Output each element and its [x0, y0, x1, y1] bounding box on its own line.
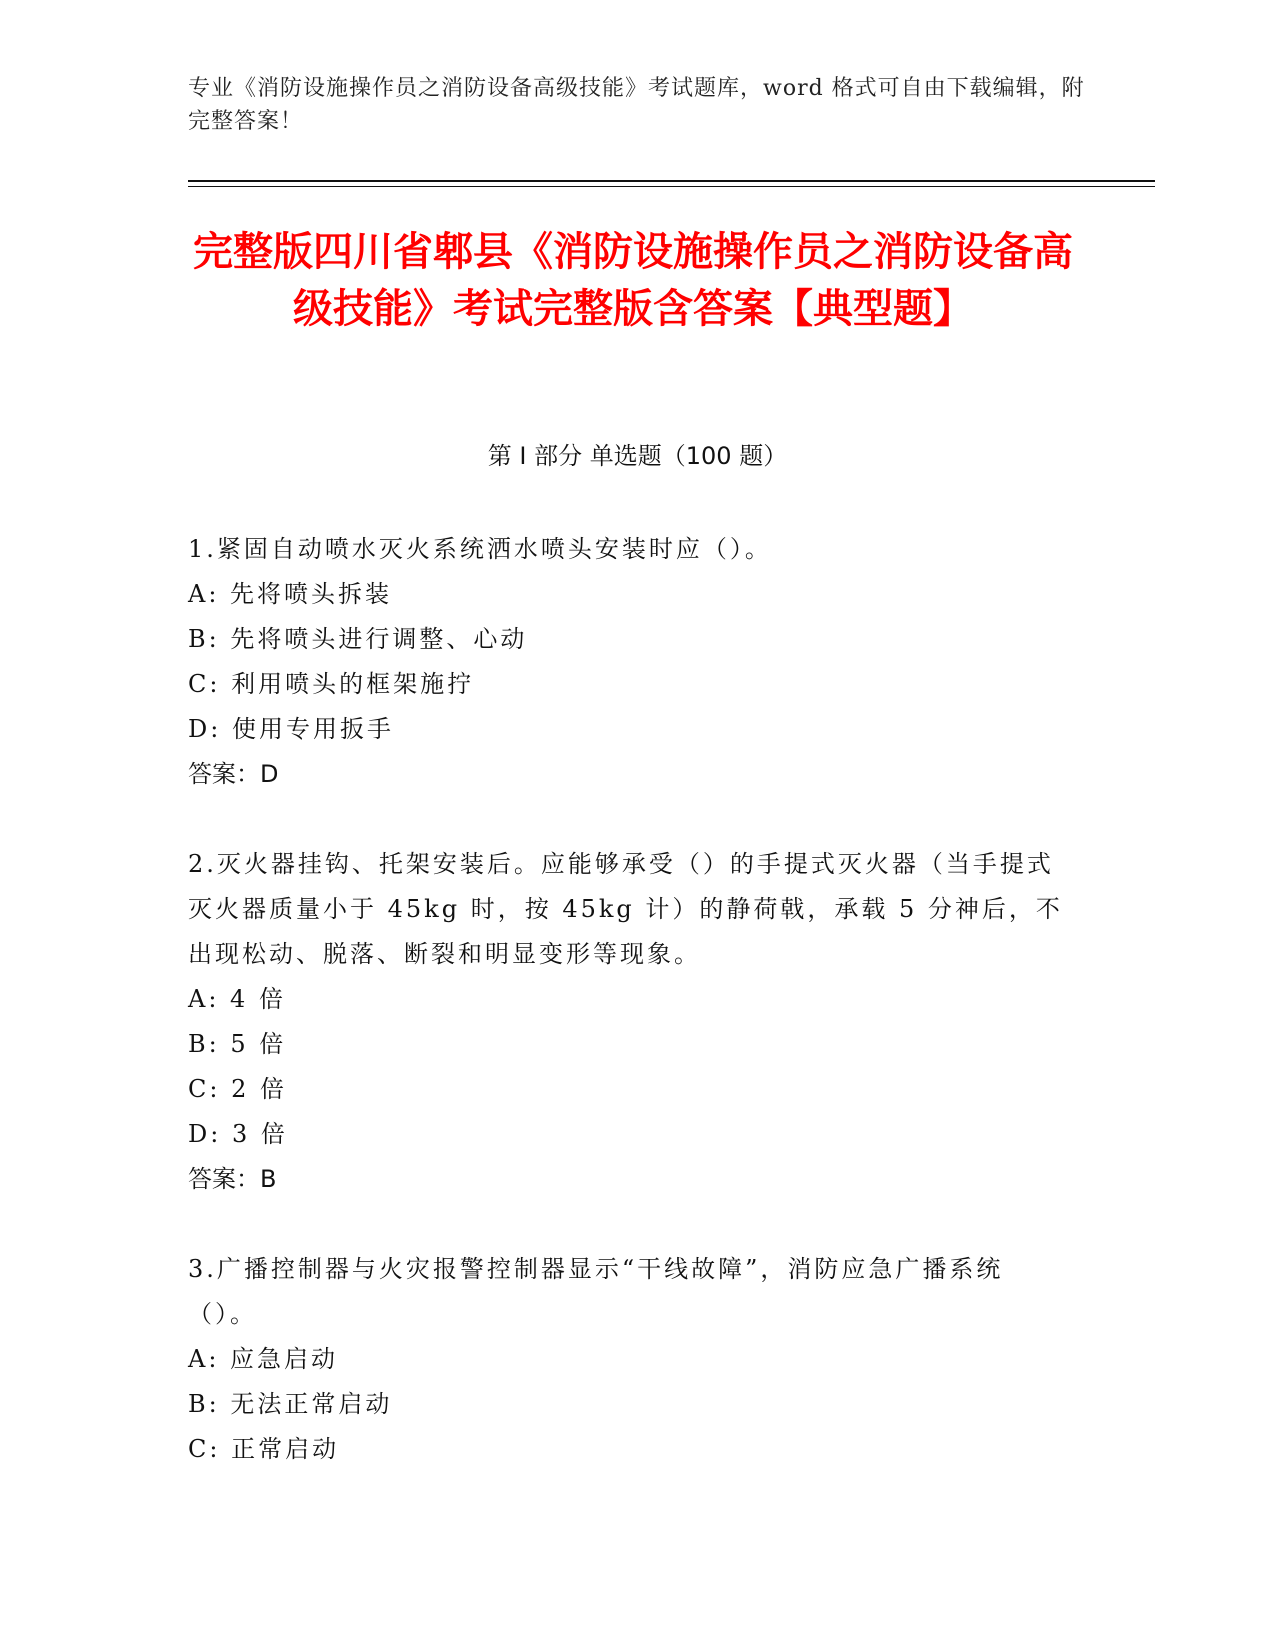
question-1 [188, 527, 1068, 797]
option-c: C: 2 倍 [188, 1075, 287, 1103]
option-b: B: 先将喷头进行调整、心动 [188, 625, 528, 653]
question-2 [188, 842, 1068, 1202]
question-text: 3.广播控制器与火灾报警控制器显示“干线故障”，消防应急广播系统（）。 [188, 1255, 1004, 1328]
option-a: A: 4 倍 [188, 985, 286, 1013]
header-note: 专业《消防设施操作员之消防设备高级技能》考试题库，word 格式可自由下载编辑，附完整答案！ [188, 76, 1085, 134]
answer-line: 答案：B [188, 1165, 277, 1193]
question-text: 1.紧固自动喷水灭火系统洒水喷头安装时应（）。 [188, 535, 772, 563]
option-d: D: 3 倍 [188, 1120, 288, 1148]
option-d: D: 使用专用扳手 [188, 715, 394, 743]
question-3 [188, 1247, 1068, 1472]
section-heading: 第 I 部分 单选题（100 题） [487, 442, 788, 470]
question-text: 2.灭火器挂钩、托架安装后。应能够承受（）的手提式灭火器（当手提式灭火器质量小于 45kg 时，按 45kg 计）的静荷戟，承载 5 分神后，不出现松动、脱落、断裂和明显变形等现象。 [188, 850, 1063, 968]
header-divider-thin [188, 186, 1155, 187]
option-a: A: 应急启动 [188, 1345, 339, 1373]
option-a: A: 先将喷头拆装 [188, 580, 393, 608]
document-title: 完整版四川省郫县《消防设施操作员之消防设备高级技能》考试完整版含答案【典型题】 [193, 229, 1073, 332]
header-divider-thick [188, 180, 1155, 182]
option-b: B: 5 倍 [188, 1030, 287, 1058]
answer-line: 答案：D [188, 760, 279, 788]
question-list [188, 527, 1068, 1517]
option-c: C: 正常启动 [188, 1435, 340, 1463]
option-c: C: 利用喷头的框架施拧 [188, 670, 475, 698]
option-b: B: 无法正常启动 [188, 1390, 393, 1418]
